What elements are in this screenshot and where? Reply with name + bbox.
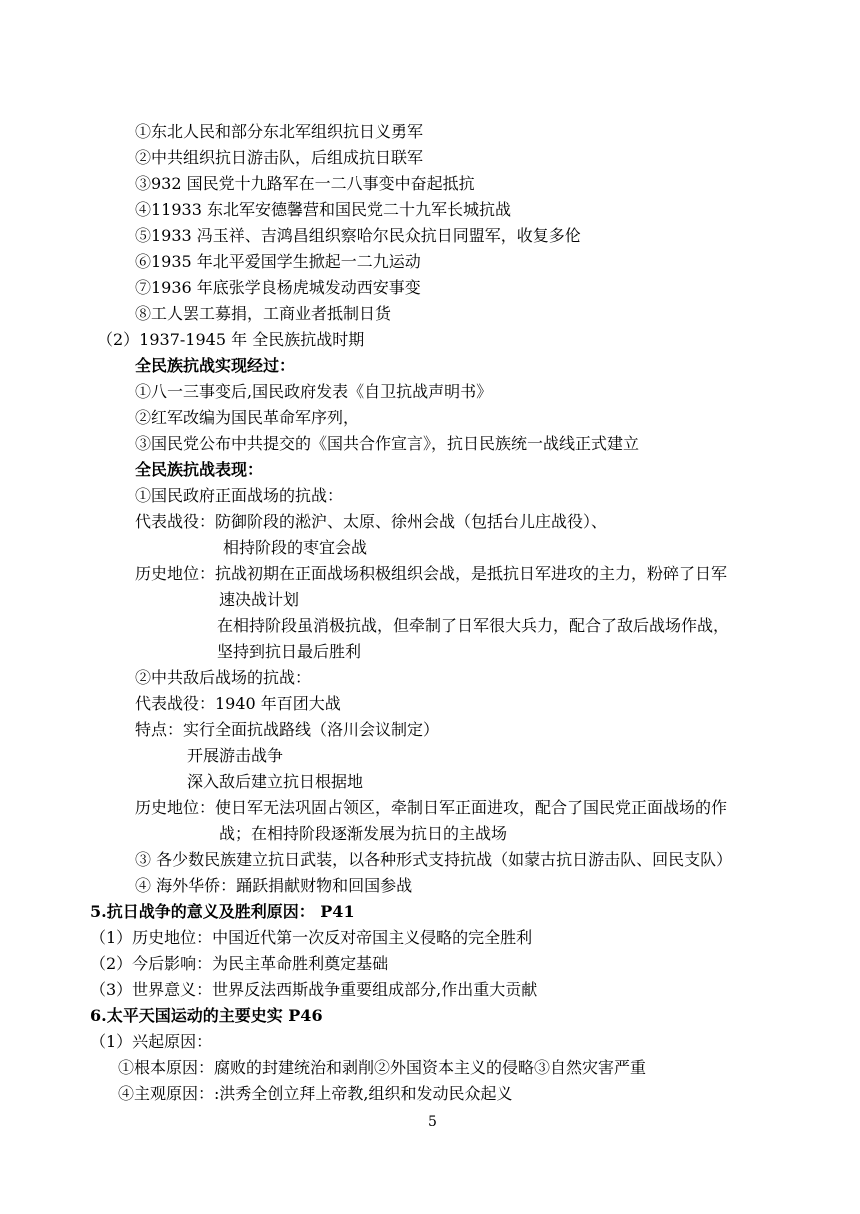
page-number: 5 — [428, 1114, 437, 1130]
bold-heading: 全民族抗战实现经过： — [135, 356, 296, 375]
text-line: ①国民政府正面战场的抗战： — [135, 486, 344, 505]
text-line: 相持阶段的枣宜会战 — [223, 538, 368, 557]
text-line: ③ 各少数民族建立抗日武装，以各种形式支持抗战（如蒙古抗日游击队、回民支队） — [135, 850, 733, 869]
text-line: ⑥1935 年北平爱国学生掀起一二九运动 — [135, 252, 421, 271]
text-line: 战；在相持阶段逐渐发展为抗日的主战场 — [219, 824, 508, 843]
text-line: ②中共敌后战场的抗战： — [135, 668, 312, 687]
text-line: ①八一三事变后,国民政府发表《自卫抗战声明书》 — [135, 382, 493, 401]
text-line: 深入敌后建立抗日根据地 — [187, 772, 364, 791]
bold-heading: 全民族抗战表现： — [135, 460, 264, 479]
text-line: ②中共组织抗日游击队，后组成抗日联军 — [135, 148, 424, 167]
text-line: （1）历史地位：中国近代第一次反对帝国主义侵略的完全胜利 — [90, 928, 533, 947]
text-line: 历史地位：抗战初期在正面战场积极组织会战，是抵抗日军进攻的主力，粉碎了日军 — [135, 564, 728, 583]
text-line: 历史地位：使日军无法巩固占领区，牵制日军正面进攻，配合了国民党正面战场的作 — [135, 798, 728, 817]
text-line: （2）今后影响：为民主革命胜利奠定基础 — [90, 954, 389, 973]
text-line: 速决战计划 — [219, 590, 300, 609]
text-line: ①东北人民和部分东北军组织抗日义勇军 — [135, 122, 424, 141]
text-line: ④ 海外华侨：踊跃捐献财物和回国参战 — [135, 876, 413, 895]
text-line: ⑧工人罢工募捐，工商业者抵制日货 — [135, 304, 392, 323]
text-line: ③国民党公布中共提交的《国共合作宣言》，抗日民族统一战线正式建立 — [135, 434, 640, 453]
text-line: ⑤1933 冯玉祥、吉鸿昌组织察哈尔民众抗日同盟军，收复多伦 — [135, 226, 581, 245]
text-line: （1）兴起原因： — [90, 1032, 213, 1051]
subsection-heading: （2）1937-1945 年 全民族抗战时期 — [97, 330, 365, 349]
text-line: 坚持到抗日最后胜利 — [217, 642, 362, 661]
text-line: ①根本原因：腐败的封建统治和剥削②外国资本主义的侵略③自然灾害严重 — [118, 1058, 647, 1077]
text-line: （3）世界意义：世界反法西斯战争重要组成部分,作出重大贡献 — [90, 980, 538, 999]
text-line: 代表战役：1940 年百团大战 — [135, 694, 341, 713]
text-line: ⑦1936 年底张学良杨虎城发动西安事变 — [135, 278, 421, 297]
text-line: ②红军改编为国民革命军序列， — [135, 408, 360, 427]
text-line: 代表战役：防御阶段的淞沪、太原、徐州会战（包括台儿庄战役）、 — [135, 512, 608, 531]
text-line: ④11933 东北军安德馨营和国民党二十九军长城抗战 — [135, 200, 511, 219]
section-heading: 5.抗日战争的意义及胜利原因： P41 — [90, 902, 355, 921]
text-line: ③932 国民党十九路军在一二八事变中奋起抵抗 — [135, 174, 475, 193]
text-line: 开展游击战争 — [187, 746, 284, 765]
text-line: 在相持阶段虽消极抗战，但牵制了日军很大兵力，配合了敌后战场作战， — [217, 616, 730, 635]
section-heading: 6.太平天国运动的主要史实 P46 — [90, 1006, 323, 1025]
text-line: ④主观原因：:洪秀全创立拜上帝教,组织和发动民众起义 — [118, 1084, 513, 1103]
text-line: 特点：实行全面抗战路线（洛川会议制定） — [135, 720, 440, 739]
